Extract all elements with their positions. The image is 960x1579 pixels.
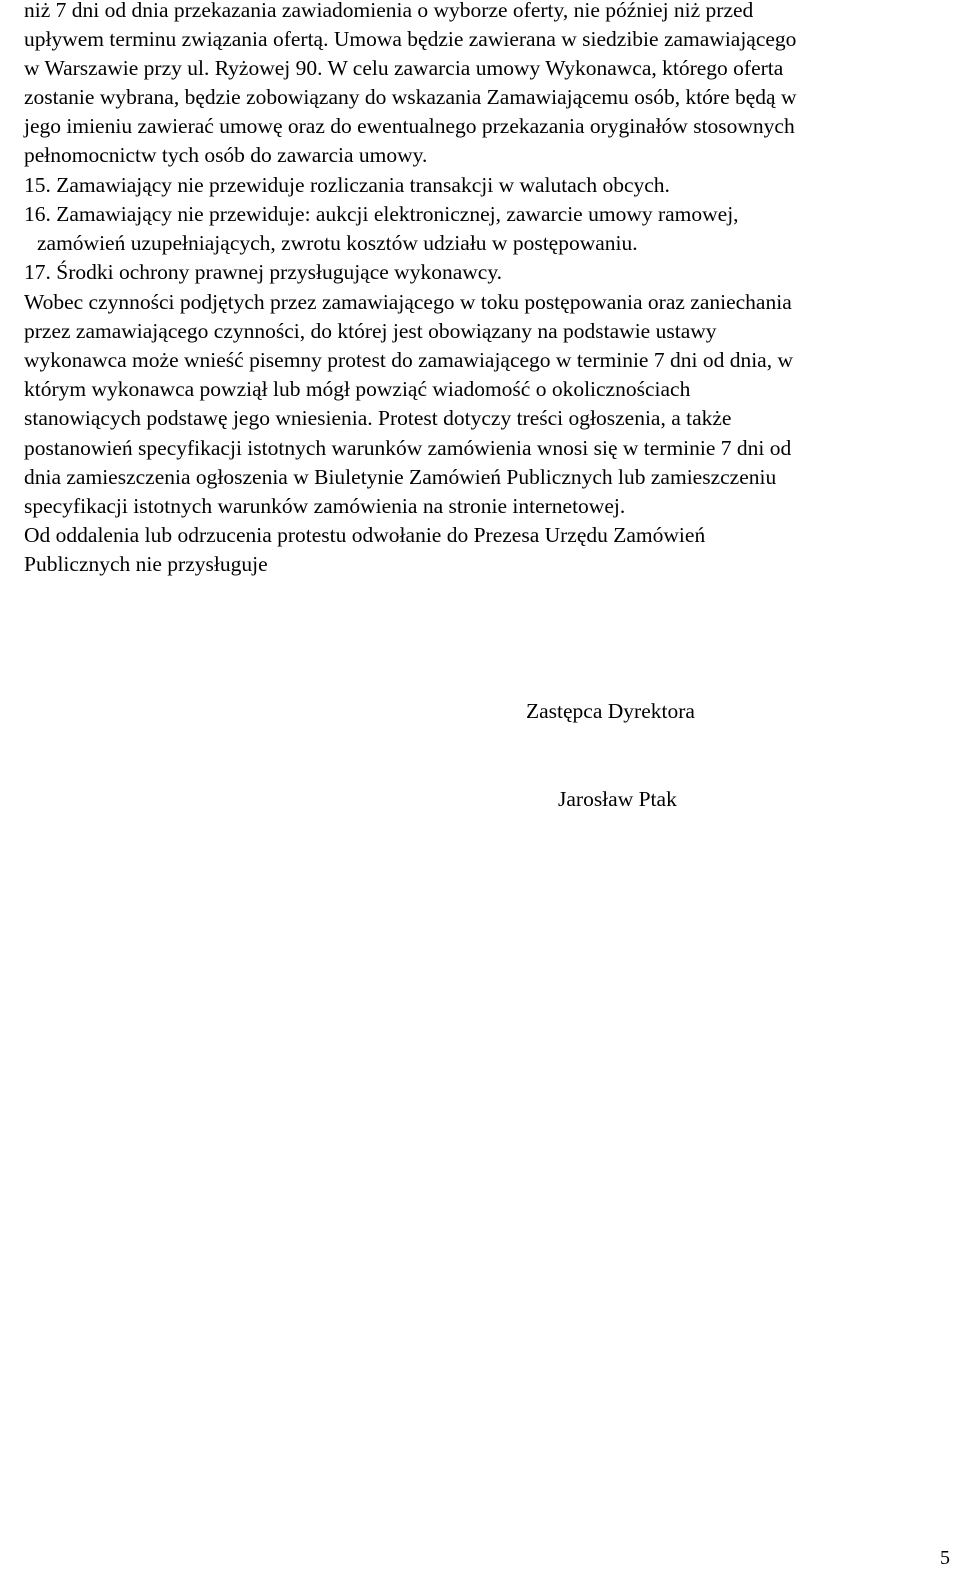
text-line: Od oddalenia lub odrzucenia protestu odwołanie do Prezesa Urzędu Zamówień (24, 523, 706, 547)
text-line: postanowień specyfikacji istotnych warunków zamówienia wnosi się w terminie 7 dni od (24, 436, 792, 460)
list-item-17: 17. Środki ochrony prawnej przysługujące wykonawcy. (24, 260, 503, 284)
text-line: którym wykonawca powziął lub mógł powziąć wiadomość o okolicznościach (24, 377, 691, 401)
text-line: zostanie wybrana, będzie zobowiązany do wskazania Zamawiającemu osób, które będą w (24, 85, 797, 109)
page-number: 5 (940, 1547, 950, 1569)
list-item-15: 15. Zamawiający nie przewiduje rozliczania transakcji w walutach obcych. (24, 173, 670, 197)
text-line: niż 7 dni od dnia przekazania zawiadomienia o wyborze oferty, nie później niż przed (24, 0, 754, 22)
text-line: dnia zamieszczenia ogłoszenia w Biuletynie Zamówień Publicznych lub zamieszczeniu (24, 465, 777, 489)
text-line: upływem terminu związania ofertą. Umowa będzie zawierana w siedzibie zamawiającego (24, 27, 797, 51)
text-line: przez zamawiającego czynności, do której jest obowiązany na podstawie ustawy (24, 319, 717, 343)
text-line: stanowiących podstawę jego wniesienia. Protest dotyczy treści ogłoszenia, a także (24, 406, 732, 430)
list-item-16: 16. Zamawiający nie przewiduje: aukcji elektronicznej, zawarcie umowy ramowej, (24, 202, 739, 226)
text-line: specyfikacji istotnych warunków zamówienia na stronie internetowej. (24, 494, 626, 518)
text-line: Wobec czynności podjętych przez zamawiającego w toku postępowania oraz zaniechania (24, 290, 792, 314)
signature-name: Jarosław Ptak (558, 787, 677, 811)
text-line: w Warszawie przy ul. Ryżowej 90. W celu zawarcia umowy Wykonawca, którego oferta (24, 56, 784, 80)
text-line: jego imieniu zawierać umowę oraz do ewentualnego przekazania oryginałów stosownych (24, 114, 795, 138)
signature-title: Zastępca Dyrektora (526, 699, 695, 723)
list-item-16-continuation: zamówień uzupełniających, zwrotu kosztów udziału w postępowaniu. (37, 231, 638, 255)
text-line: pełnomocnictw tych osób do zawarcia umowy. (24, 143, 428, 167)
text-line: Publicznych nie przysługuje (24, 552, 268, 576)
text-line: wykonawca może wnieść pisemny protest do zamawiającego w terminie 7 dni od dnia, w (24, 348, 793, 372)
